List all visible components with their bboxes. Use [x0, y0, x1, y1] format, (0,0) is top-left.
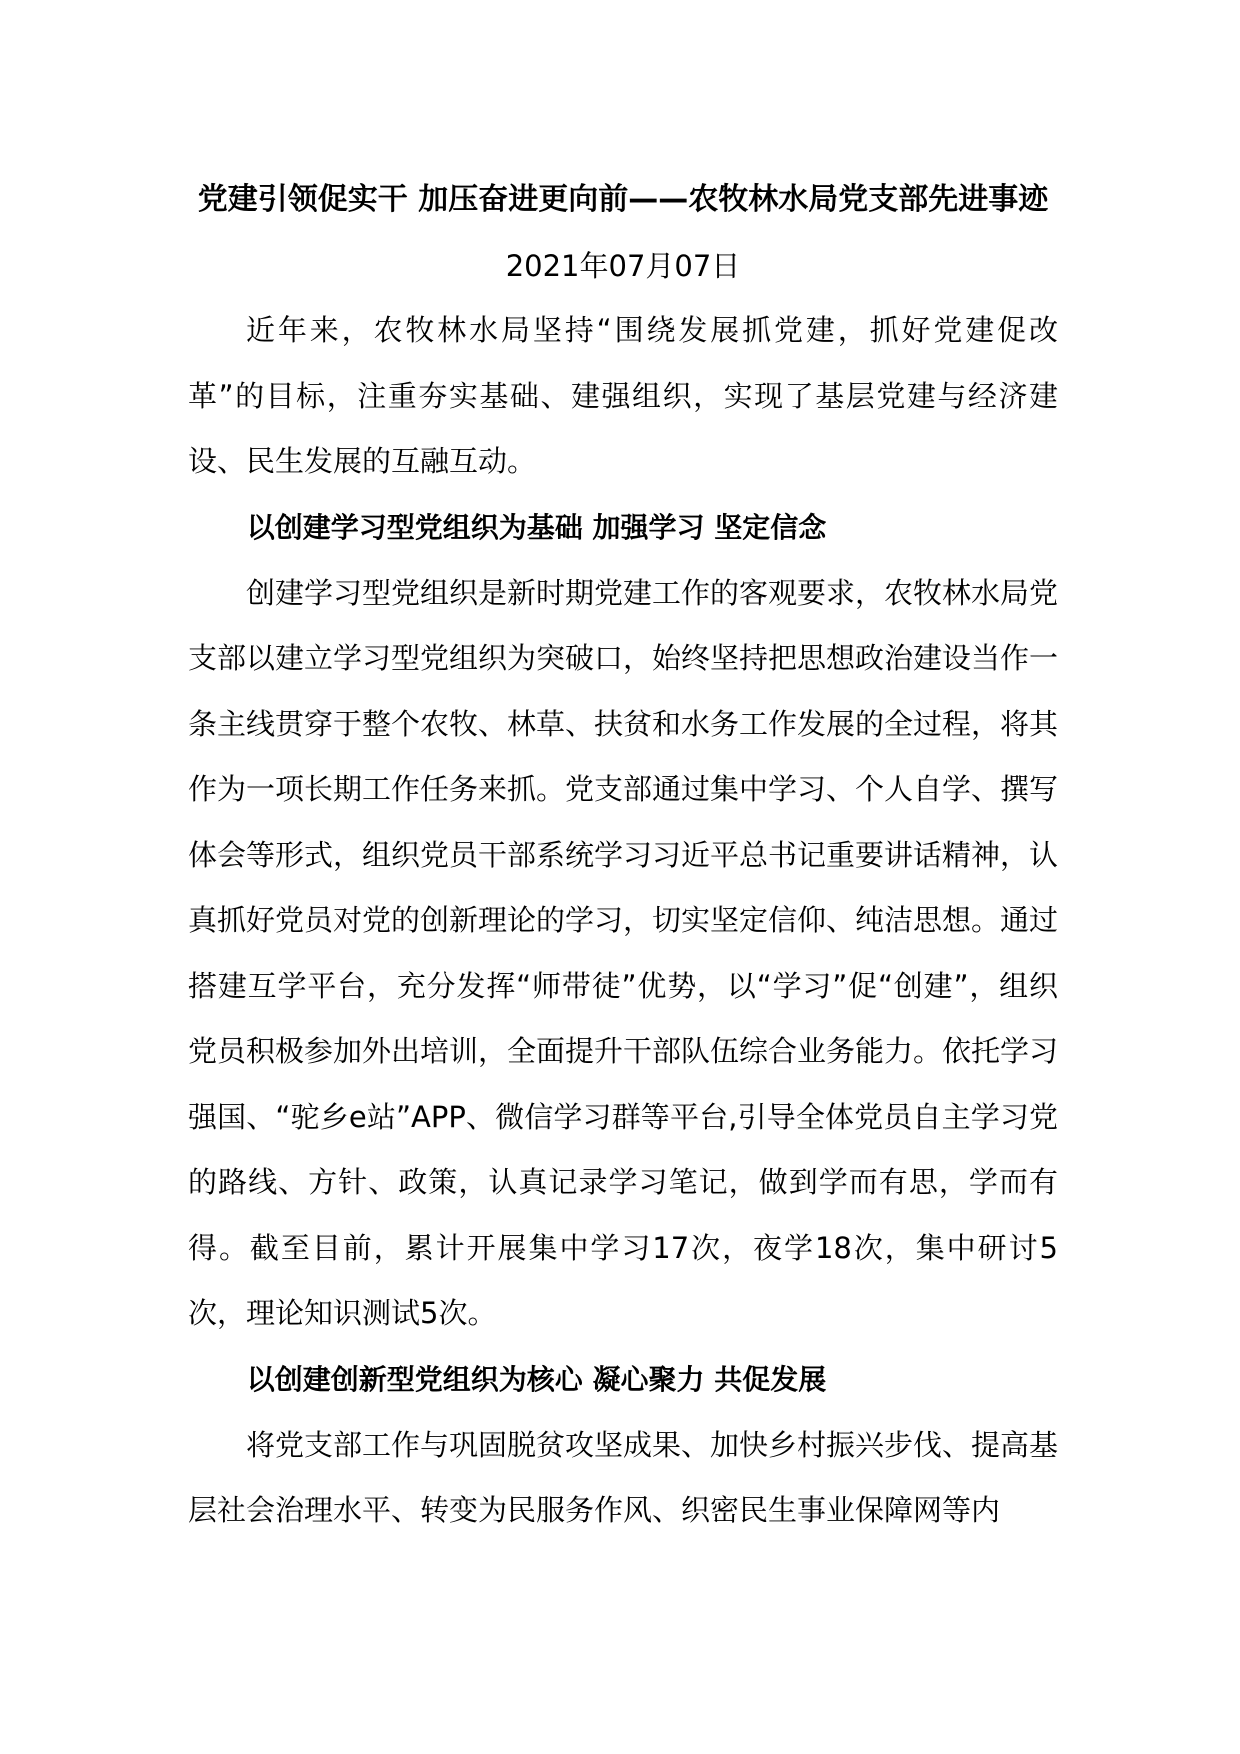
document-date: 2021年07月07日 — [505, 249, 741, 283]
section-body-learning: 创建学习型党组织是新时期党建工作的客观要求，农牧林水局党支部以建立学习型党组织为突破口，始终坚持把思想政治建设当作一条主线贯穿于整个农牧、林草、扶贫和水务工作发展的全过程，将其作为一项长期工作任务来抓。党支部通过集中学习、个人自学、撰写体会等形式，组织党员干部系统学习习近平总书记重要讲话精神，认真抓好党员对党的创新理论的学习，切实坚定信仰、纯洁思想。通过搭建互学平台，充分发挥“师带徒”优势，以“学习”促“创建”，组织党员积极参加外出培训，全面提升干部队伍综合业务能力。依托学习强国、“驼乡e站”APP、微信学习群等平台,引导全体党员自主学习党的路线、方针、政策，认真记录学习笔记，做到学而有思，学而有得。截至目前，累计开展集中学习17次，夜学18次，集中研讨5次，理论知识测试5次。 — [188, 575, 1059, 1330]
intro-paragraph: 近年来，农牧林水局坚持“围绕发展抓党建，抓好党建促改革”的目标，注重夯实基础、建强组织，实现了基层党建与经济建设、民生发展的互融互动。 — [188, 313, 1058, 478]
section-heading-learning: 以创建学习型党组织为基础 加强学习 坚定信念 — [246, 510, 827, 544]
section-heading-innovation: 以创建创新型党组织为核心 凝心聚力 共促发展 — [246, 1362, 827, 1396]
document-title: 党建引领促实干 加压奋进更向前——农牧林水局党支部先进事迹 — [197, 182, 1049, 217]
section-body-innovation: 将党支部工作与巩固脱贫攻坚成果、加快乡村振兴步伐、提高基层社会治理水平、转变为民服务作风、织密民生事业保障网等内 — [188, 1427, 1059, 1527]
document-page — [188, 160, 1058, 1544]
